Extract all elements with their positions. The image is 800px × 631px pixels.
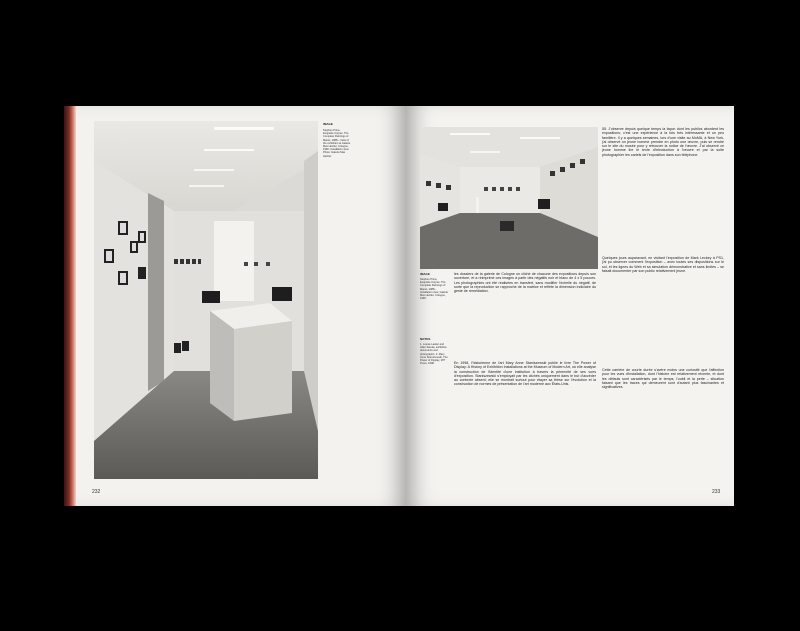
right-caption-text: Stephen Prina, Exquisite Corpse: The Complete Paintings of Manet, 1988–. Installation view, Galerie Max Hetzler, Cologne, 1990. bbox=[420, 278, 448, 301]
right-column-paragraph-2: Quelques jours auparavant, en visitant l'exposition de Mark Leckey à PS1, j'ai pu observer comment l'exposition – avec toutes ses dispositions sur le sol, et les lignes du Web et sa simulation démonstrative et sans limites – se faisait documenter par son public relativement jeune. bbox=[602, 256, 724, 273]
right-page-number: 233 bbox=[712, 489, 721, 495]
right-caption-heading: IMAGE bbox=[420, 272, 430, 276]
middle-column-paragraph-2: En 1998, l'historienne de l'art Mary Anne Staniszewski publie le livre The Power of Display: A History of Exhibition Installations at the Museum of Modern Art, où elle analyse la construction de l'identité d'une institution à travers la pérennité de ses vues d'exposition. Staniszewski s'employait par les clichés uniquement dans le but d'accéder au contexte absent; elle se montrait surtout pour étayer sa thèse sur l'évolution et la construction de normes de présentation de l'art moderne aux États-Unis. bbox=[454, 361, 596, 387]
right-column-paragraph-1: 55. J'observe depuis quelque temps la façon dont les publics abordent les expositions; c'est une expérience à la fois très intéressante et un peu familière. Il y a quelques semaines, lors d'une visite au MoMA, à New York, j'ai observé un jeune homme prendre en photo une œuvre, puis se rendre sur le site du musée pour y retrouver la notice de l'œuvre. J'ai observé ce jeune homme lire le texte d'introduction à l'œuvre et par la suite photographier les cartels de l'exposition dans son téléphone. bbox=[602, 127, 724, 157]
left-caption-heading: IMAGE bbox=[323, 122, 333, 126]
left-page-number: 232 bbox=[92, 489, 101, 495]
notes-heading: NOTES bbox=[420, 337, 431, 341]
gallery-wide-photo bbox=[420, 127, 598, 269]
middle-column-paragraph-1: les dossiers de la galerie de Cologne un cliché de chacune des expositions depuis son ouverture, et a réimprimé ces images à partir des négatifs noir et blanc de 4 x 5 pouces. Les photographies ont été réalisées en transfert, sans modifier l'échelle du négatif, de sorte que la reproduction se rapproche de la matrice et reflète la dimension indiciaire du geste de remédiation. bbox=[454, 272, 596, 294]
book-spine-edge bbox=[64, 106, 76, 506]
gallery-wide-illustration bbox=[420, 127, 598, 269]
right-column-paragraph-3: Cette carrière de courte durée s'avère moins une curiosité que l'affection pour les vues d'installation, dont l'histoire est relativement récente, et dont les défauts sont caractérisés par le temps, l'oubli et la perte – situation faisant que les traces qui demeurent sont d'autant plus fascinantes et significatives. bbox=[602, 368, 724, 390]
left-caption-text: Stephen Prina, Exquisite Corpse: The Complete Paintings of Manet, 1988–. View of the exhibition at Galerie Max Hetzler, Cologne, 1990. Installation view. Photo: Galerie Max Hetzler. bbox=[323, 129, 351, 158]
gallery-photo-illustration bbox=[94, 121, 318, 479]
gallery-installation-photo bbox=[94, 121, 318, 479]
notes-text: 1. Louise Lawler and Allan Sekula, exhibition documents and photographs. 2. Mary Anne Staniszewski, The Power of Display, MIT Press, 1998. bbox=[420, 343, 448, 366]
